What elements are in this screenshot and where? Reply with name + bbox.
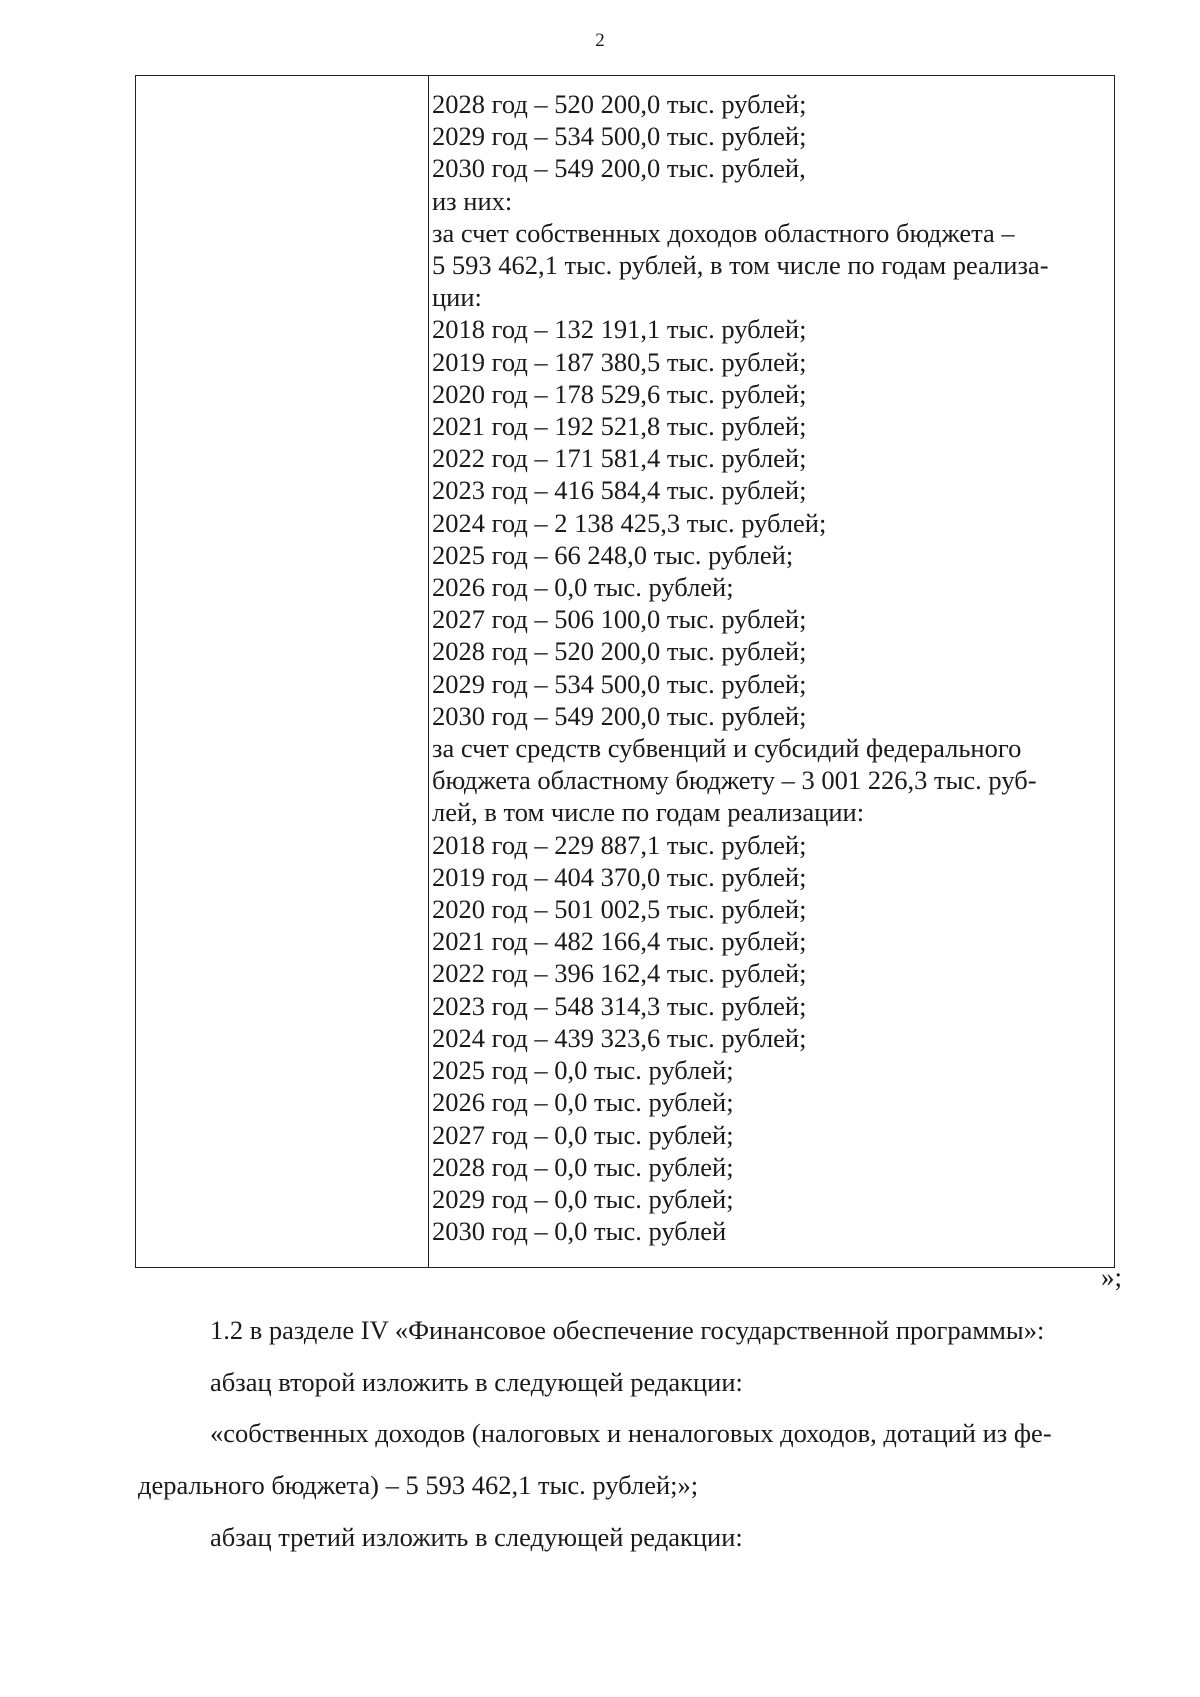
table-line: 2018 год – 229 887,1 тыс. рублей; [432, 829, 807, 860]
table-line: 2019 год – 187 380,5 тыс. рублей; [432, 346, 807, 377]
table-line: 2023 год – 416 584,4 тыс. рублей; [432, 475, 807, 506]
table-line: 2028 год – 520 200,0 тыс. рублей; [432, 89, 807, 119]
table-line: 2028 год – 520 200,0 тыс. рублей; [432, 636, 807, 667]
table-line: 2021 год – 192 521,8 тыс. рублей; [432, 411, 807, 442]
table-line: 2021 год – 482 166,4 тыс. рублей; [432, 926, 807, 957]
table-line: 2030 год – 549 200,0 тыс. рублей; [432, 700, 807, 731]
table-line: 5 593 462,1 тыс. рублей, в том числе по годам реализа- [432, 250, 1049, 281]
table-line: 2030 год – 549 200,0 тыс. рублей, [432, 153, 806, 184]
paragraph-third-abzac: абзац третий изложить в следующей редакции: [210, 1522, 743, 1552]
table-line: лей, в том числе по годам реализации: [432, 797, 865, 828]
table-line: 2029 год – 0,0 тыс. рублей; [432, 1183, 734, 1214]
table-line: из них: [432, 185, 513, 216]
table-line: 2025 год – 66 248,0 тыс. рублей; [432, 539, 794, 570]
table-line: 2022 год – 171 581,4 тыс. рублей; [432, 443, 807, 474]
table-line: ции: [432, 282, 482, 313]
table-line: 2027 год – 506 100,0 тыс. рублей; [432, 604, 807, 635]
table-line: 2022 год – 396 162,4 тыс. рублей; [432, 958, 807, 989]
table-right-cell [432, 88, 1098, 1247]
table-line: 2030 год – 0,0 тыс. рублей [432, 1216, 727, 1247]
paragraph-section-change: 1.2 в разделе IV «Финансовое обеспечение государственной программы»: [210, 1315, 1045, 1345]
closing-quote-mark: »; [1100, 1262, 1122, 1292]
page-number: 2 [595, 30, 605, 51]
table-line: за счет собственных доходов областного бюджета – [432, 217, 1015, 248]
table-line: 2023 год – 548 314,3 тыс. рублей; [432, 990, 807, 1021]
paragraph-quote-line-2: дерального бюджета) – 5 593 462,1 тыс. рублей;»; [138, 1470, 699, 1500]
table-line: 2029 год – 534 500,0 тыс. рублей; [432, 668, 807, 699]
table-line: бюджета областному бюджету – 3 001 226,3 тыс. руб- [432, 765, 1037, 796]
table-line: 2024 год – 439 323,6 тыс. рублей; [432, 1022, 807, 1053]
table-line: 2024 год – 2 138 425,3 тыс. рублей; [432, 507, 827, 538]
table-line: 2019 год – 404 370,0 тыс. рублей; [432, 861, 807, 892]
table-line: 2026 год – 0,0 тыс. рублей; [432, 1087, 734, 1118]
paragraph-second-abzac: абзац второй изложить в следующей редакции: [210, 1367, 743, 1397]
table-line: 2028 год – 0,0 тыс. рублей; [432, 1151, 734, 1182]
paragraph-quote-line-1: «собственных доходов (налоговых и неналоговых доходов, дотаций из фе- [210, 1418, 1052, 1448]
table-line: 2020 год – 501 002,5 тыс. рублей; [432, 894, 807, 925]
table-line: 2026 год – 0,0 тыс. рублей; [432, 572, 734, 603]
funding-table [135, 75, 1115, 1268]
table-line: 2025 год – 0,0 тыс. рублей; [432, 1055, 734, 1086]
column-divider [428, 76, 429, 1267]
table-line: за счет средств субвенций и субсидий федерального [432, 733, 1022, 764]
table-line: 2027 год – 0,0 тыс. рублей; [432, 1119, 734, 1150]
table-line: 2020 год – 178 529,6 тыс. рублей; [432, 378, 807, 409]
table-line: 2029 год – 534 500,0 тыс. рублей; [432, 121, 807, 152]
table-line: 2018 год – 132 191,1 тыс. рублей; [432, 314, 807, 345]
